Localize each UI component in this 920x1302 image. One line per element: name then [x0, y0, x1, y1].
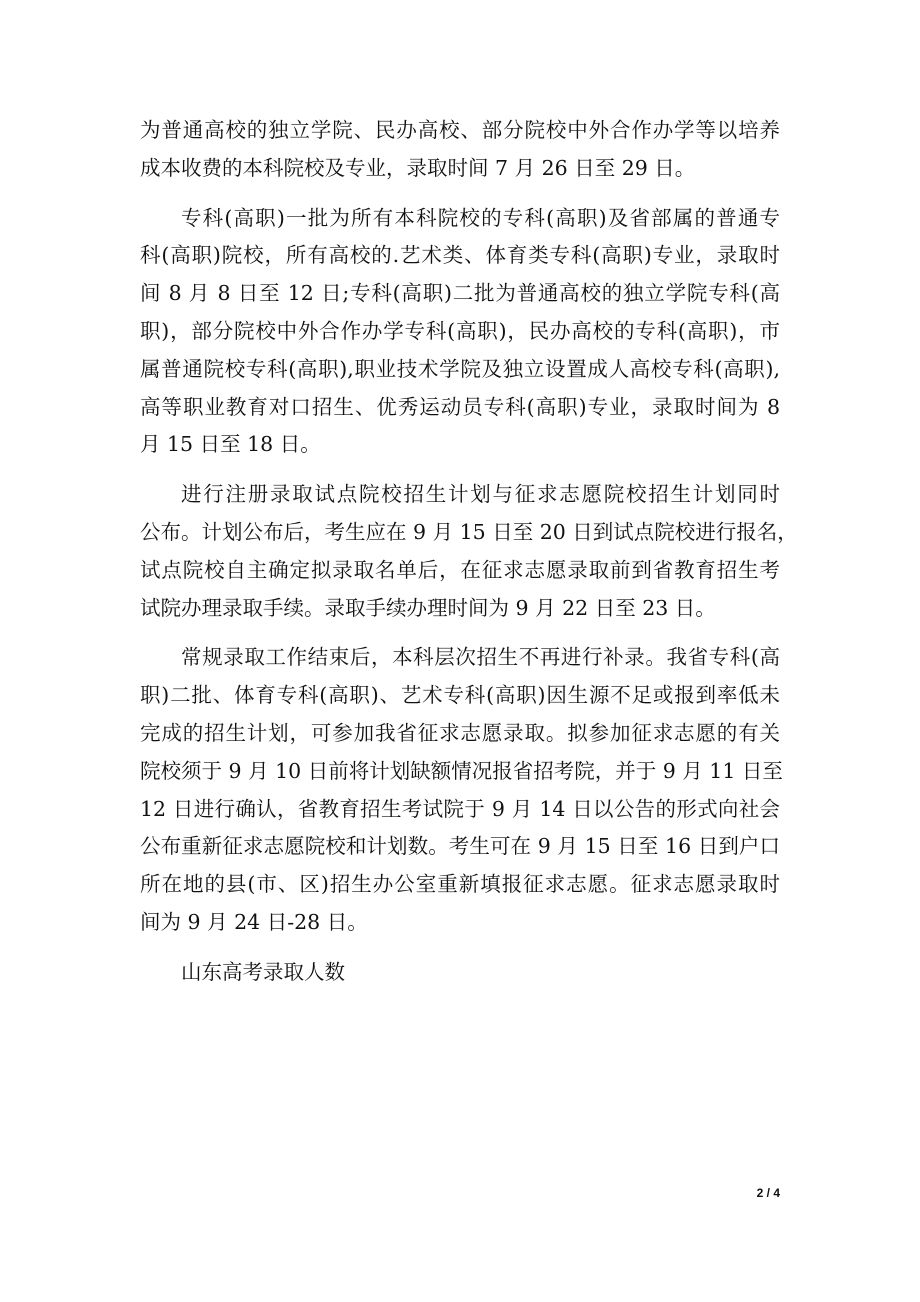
text-line: 科(高职)院校，所有高校的.艺术类、体育类专科(高职)专业，录取时 — [140, 243, 780, 268]
text-line: 高等职业教育对口招生、优秀运动员专科(高职)专业，录取时间为 8 — [140, 394, 780, 419]
text-line: 月 15 日至 18 日。 — [140, 432, 321, 457]
text-line: 成本收费的本科院校及专业，录取时间 7 月 26 日至 29 日。 — [140, 155, 696, 180]
document-body — [140, 112, 798, 1004]
paragraph-1 — [140, 112, 780, 188]
text-line: 常规录取工作结束后，本科层次招生不再进行补录。我省专科(高 — [181, 645, 780, 670]
text-line: 试点院校自主确定拟录取名单后，在征求志愿录取前到省教育招生考 — [140, 557, 780, 582]
text-line: 进行注册录取试点院校招生计划与征求志愿院校招生计划同时 — [181, 482, 780, 507]
text-line: 属普通院校专科(高职),职业技术学院及独立设置成人高校专科(高职), — [140, 356, 780, 381]
text-line: 为普通高校的独立学院、民办高校、部分院校中外合作办学等以培养 — [140, 118, 780, 142]
page-number: 2 / 4 — [756, 1186, 780, 1200]
paragraph-5-heading — [140, 954, 780, 992]
text-line: 12 日进行确认，省教育招生考试院于 9 月 14 日以公告的形式向社会 — [140, 796, 780, 821]
text-line: 公布重新征求志愿院校和计划数。考生可在 9 月 15 日至 16 日到户口 — [140, 834, 780, 859]
text-line: 间 8 月 8 日至 12 日;专科(高职)二批为普通高校的独立学院专科(高 — [140, 281, 780, 306]
text-line: 专科(高职)一批为所有本科院校的专科(高职)及省部属的普通专 — [181, 205, 780, 230]
text-line: 职)二批、体育专科(高职)、艺术专科(高职)因生源不足或报到率低未 — [140, 683, 780, 708]
text-line: 职)，部分院校中外合作办学专科(高职)，民办高校的专科(高职)，市 — [140, 318, 780, 343]
text-line: 公布。计划公布后，考生应在 9 月 15 日至 20 日到试点院校进行报名， — [140, 519, 798, 544]
text-line: 间为 9 月 24 日-28 日。 — [140, 909, 368, 934]
text-line: 所在地的县(市、区)招生办公室重新填报征求志愿。征求志愿录取时 — [140, 872, 780, 897]
paragraph-3 — [140, 476, 798, 627]
text-line: 完成的招生计划，可参加我省征求志愿录取。拟参加征求志愿的有关 — [140, 720, 780, 745]
text-line: 院校须于 9 月 10 日前将计划缺额情况报省招考院，并于 9 月 11 日至 — [140, 758, 783, 783]
paragraph-4 — [140, 639, 783, 941]
section-heading: 山东高考录取人数 — [181, 959, 345, 984]
text-line: 试院办理录取手续。录取手续办理时间为 9 月 22 日至 23 日。 — [140, 595, 716, 620]
paragraph-2 — [140, 200, 780, 465]
